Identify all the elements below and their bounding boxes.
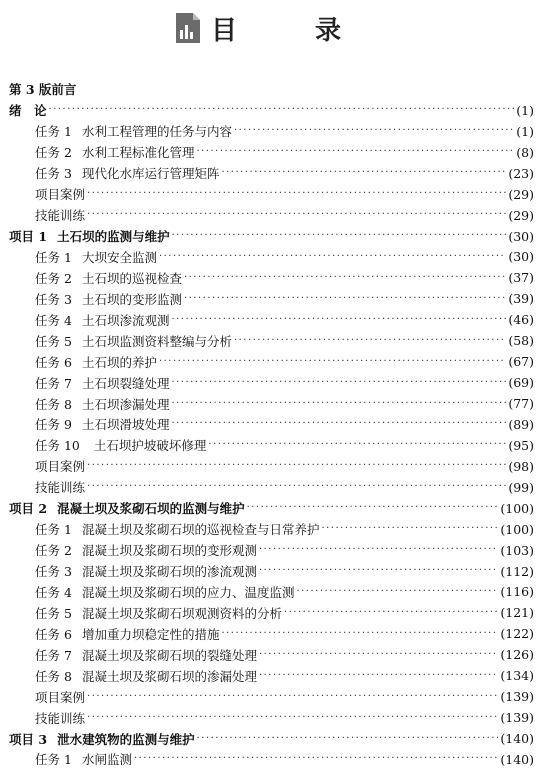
toc-entry-title: 混凝土坝及浆砌石坝的渗流观测 (81, 564, 257, 580)
toc-entry-title: 混凝土坝及浆砌石坝的应力、温度监测 (81, 584, 295, 600)
toc-entry-title: 现代化水库运行管理矩阵 (81, 166, 220, 182)
toc-page-number: (39) (508, 291, 534, 307)
toc-entry[interactable] (9, 163, 534, 184)
toc-page-number: (29) (508, 186, 534, 202)
dot-leader (296, 586, 498, 598)
toc-entry-label: 任务 5 (35, 333, 72, 349)
toc-entry-label: 任务 1 (35, 752, 72, 768)
toc-entry[interactable] (9, 728, 534, 749)
toc-entry-label: 第 3 版前言 (9, 82, 77, 98)
toc-page-number: (112) (500, 563, 534, 579)
dot-leader (87, 188, 506, 200)
toc-entry[interactable] (9, 372, 534, 393)
dot-leader (87, 209, 506, 221)
toc-entry[interactable] (9, 582, 534, 603)
toc-entry-title: 土石坝的监测与维护 (57, 229, 170, 245)
dot-leader (159, 251, 506, 263)
toc-entry[interactable] (9, 561, 534, 582)
toc-entry[interactable] (9, 79, 534, 100)
toc-page-number: (46) (508, 312, 534, 328)
toc-entry-label: 任务 2 (35, 145, 72, 161)
toc-entry-title: 混凝土坝及浆砌石坝的监测与维护 (57, 501, 245, 517)
toc-entry[interactable] (9, 707, 534, 728)
toc-entry-title: 土石坝的养护 (81, 354, 157, 370)
toc-page-number: (103) (500, 542, 534, 558)
toc-entry-label: 任务 2 (35, 543, 72, 559)
document-chart-icon (175, 12, 201, 44)
toc-entry-label: 任务 1 (35, 522, 72, 538)
toc-page-number: (121) (500, 605, 534, 621)
dot-leader (259, 565, 498, 577)
toc-page-number: (100) (500, 500, 534, 516)
toc-entry-title: 水利工程管理的任务与内容 (81, 124, 232, 140)
dot-leader (184, 293, 506, 305)
toc-page-number: (139) (500, 689, 534, 705)
toc-entry[interactable] (9, 288, 534, 309)
toc-page-number: (30) (508, 249, 534, 265)
toc-entry-label: 任务 3 (35, 166, 72, 182)
dot-leader (171, 418, 506, 430)
dot-leader (197, 733, 499, 745)
dot-leader (247, 502, 499, 514)
toc-entry-label: 项目 3 (9, 731, 48, 747)
toc-page-number: (69) (508, 375, 534, 391)
dot-leader (49, 104, 515, 116)
toc-entry-label: 任务 7 (35, 647, 72, 663)
toc-entry[interactable] (9, 623, 534, 644)
toc-entry-title: 混凝土坝及浆砌石坝观测资料的分析 (81, 605, 282, 621)
toc-page-number: (116) (500, 584, 534, 600)
toc-entry-label: 任务 1 (35, 249, 72, 265)
dot-leader (196, 146, 514, 158)
toc-page-number: (37) (508, 270, 534, 286)
dot-leader (171, 377, 506, 389)
toc-entry-title: 混凝土坝及浆砌石坝的变形观测 (81, 543, 257, 559)
toc-page-number: (23) (508, 165, 534, 181)
dot-leader (87, 460, 506, 472)
toc-entry[interactable] (9, 121, 534, 142)
toc-entry-label: 任务 5 (35, 605, 72, 621)
toc-entry-label: 任务 9 (35, 417, 72, 433)
toc-page-number: (139) (500, 710, 534, 726)
toc-entry-label: 项目案例 (35, 187, 86, 203)
toc-entry-title: 土石坝的变形监测 (81, 291, 182, 307)
toc-page-number: (29) (508, 207, 534, 223)
dot-leader (284, 607, 498, 619)
toc-page-number: (140) (500, 751, 534, 767)
toc-entry[interactable] (9, 309, 534, 330)
toc-page-number: (98) (508, 458, 534, 474)
dot-leader (87, 481, 506, 493)
toc-entry[interactable] (9, 540, 534, 561)
toc-entry[interactable] (9, 477, 534, 498)
toc-entry[interactable] (9, 351, 534, 372)
toc-page-number: (134) (500, 668, 534, 684)
page-header (0, 8, 542, 48)
dot-leader (159, 356, 506, 368)
dot-leader (171, 398, 506, 410)
toc-entry-title: 泄水建筑物的监测与维护 (57, 731, 195, 747)
toc-entry-title: 土石坝裂缝处理 (81, 375, 170, 391)
toc-entry-label: 项目案例 (35, 689, 86, 705)
toc-page-number: (122) (500, 626, 534, 642)
toc-entry-label: 任务 1 (35, 124, 72, 140)
dot-leader (87, 712, 498, 724)
toc-entry-label: 技能训练 (35, 480, 86, 496)
toc-page-number: (95) (508, 437, 534, 453)
toc-entry-title: 大坝安全监测 (81, 249, 157, 265)
toc-entry-label: 任务 3 (35, 291, 72, 307)
toc-entry-title: 混凝土坝及浆砌石坝的渗漏处理 (81, 668, 257, 684)
toc-page-number: (126) (500, 647, 534, 663)
toc-entry-label: 任务 6 (35, 354, 72, 370)
toc-entry-label: 任务 7 (35, 375, 72, 391)
toc-entry[interactable] (9, 665, 534, 686)
dot-leader (259, 649, 498, 661)
dot-leader (221, 167, 506, 179)
toc-entry-title: 土石坝的巡视检查 (81, 270, 182, 286)
toc-page-number: (100) (500, 521, 534, 537)
toc-entry-label: 任务 10 (35, 438, 80, 454)
toc-entry[interactable] (9, 267, 534, 288)
toc-page-number: (1) (516, 102, 534, 118)
toc-entry[interactable] (9, 142, 534, 163)
toc-page-number: (140) (500, 731, 534, 747)
toc-entry-title: 土石坝护坡破坏修理 (93, 438, 207, 454)
page-title: 目 录 (210, 15, 367, 46)
toc-entry[interactable] (9, 519, 534, 540)
toc-entry-label: 技能训练 (35, 710, 86, 726)
toc-entry[interactable] (9, 456, 534, 477)
toc-entry[interactable] (9, 184, 534, 205)
toc-entry-title: 水闸监测 (81, 752, 132, 768)
toc-entry-title: 土石坝渗流观测 (81, 312, 170, 328)
dot-leader (234, 335, 506, 347)
toc-entry[interactable] (9, 602, 534, 623)
toc-entry-label: 绪 论 (9, 103, 47, 119)
toc-entry[interactable] (9, 414, 534, 435)
toc-entry-label: 任务 4 (35, 584, 72, 600)
dot-leader (321, 523, 498, 535)
dot-leader (259, 544, 498, 556)
toc-entry[interactable] (9, 330, 534, 351)
toc-page-number: (77) (508, 396, 534, 412)
dot-leader (259, 670, 498, 682)
toc-page-number: (58) (508, 333, 534, 349)
toc-entry-label: 项目案例 (35, 459, 86, 475)
toc-entry-label: 任务 6 (35, 626, 72, 642)
table-of-contents (9, 79, 534, 770)
toc-page-number: (67) (508, 354, 534, 370)
dot-leader (172, 230, 507, 242)
dot-leader (134, 753, 498, 765)
toc-entry-label: 任务 8 (35, 396, 72, 412)
toc-entry[interactable] (9, 100, 534, 121)
toc-page-number: (99) (508, 479, 534, 495)
toc-entry-label: 任务 4 (35, 312, 72, 328)
toc-entry-title: 水利工程标准化管理 (81, 145, 195, 161)
toc-entry[interactable] (9, 435, 534, 456)
dot-leader (208, 439, 506, 451)
toc-entry[interactable] (9, 393, 534, 414)
toc-entry-label: 项目 1 (9, 229, 48, 245)
toc-entry-label: 任务 2 (35, 270, 72, 286)
toc-entry[interactable] (9, 226, 534, 247)
toc-entry[interactable] (9, 644, 534, 665)
toc-entry-title: 混凝土坝及浆砌石坝的巡视检查与日常养护 (81, 522, 320, 538)
toc-page-number: (1) (516, 123, 534, 139)
toc-entry-label: 项目 2 (9, 501, 48, 517)
toc-page-number: (8) (516, 144, 534, 160)
toc-entry-title: 土石坝监测资料整编与分析 (81, 333, 232, 349)
toc-entry[interactable] (9, 749, 534, 770)
dot-leader (184, 272, 506, 284)
dot-leader (171, 314, 506, 326)
dot-leader (221, 628, 498, 640)
toc-entry[interactable] (9, 247, 534, 268)
toc-entry-title: 土石坝滑坡处理 (81, 417, 170, 433)
toc-entry-title: 土石坝渗漏处理 (81, 396, 170, 412)
toc-entry-label: 任务 3 (35, 564, 72, 580)
toc-entry-label: 任务 8 (35, 668, 72, 684)
toc-entry[interactable] (9, 686, 534, 707)
toc-entry[interactable] (9, 498, 534, 519)
toc-entry[interactable] (9, 205, 534, 226)
toc-entry-title: 增加重力坝稳定性的措施 (81, 626, 220, 642)
toc-page-number: (89) (508, 416, 534, 432)
toc-entry-label: 技能训练 (35, 208, 86, 224)
dot-leader (234, 125, 514, 137)
toc-entry-title: 混凝土坝及浆砌石坝的裂缝处理 (81, 647, 257, 663)
dot-leader (87, 691, 498, 703)
toc-page-number: (30) (508, 228, 534, 244)
